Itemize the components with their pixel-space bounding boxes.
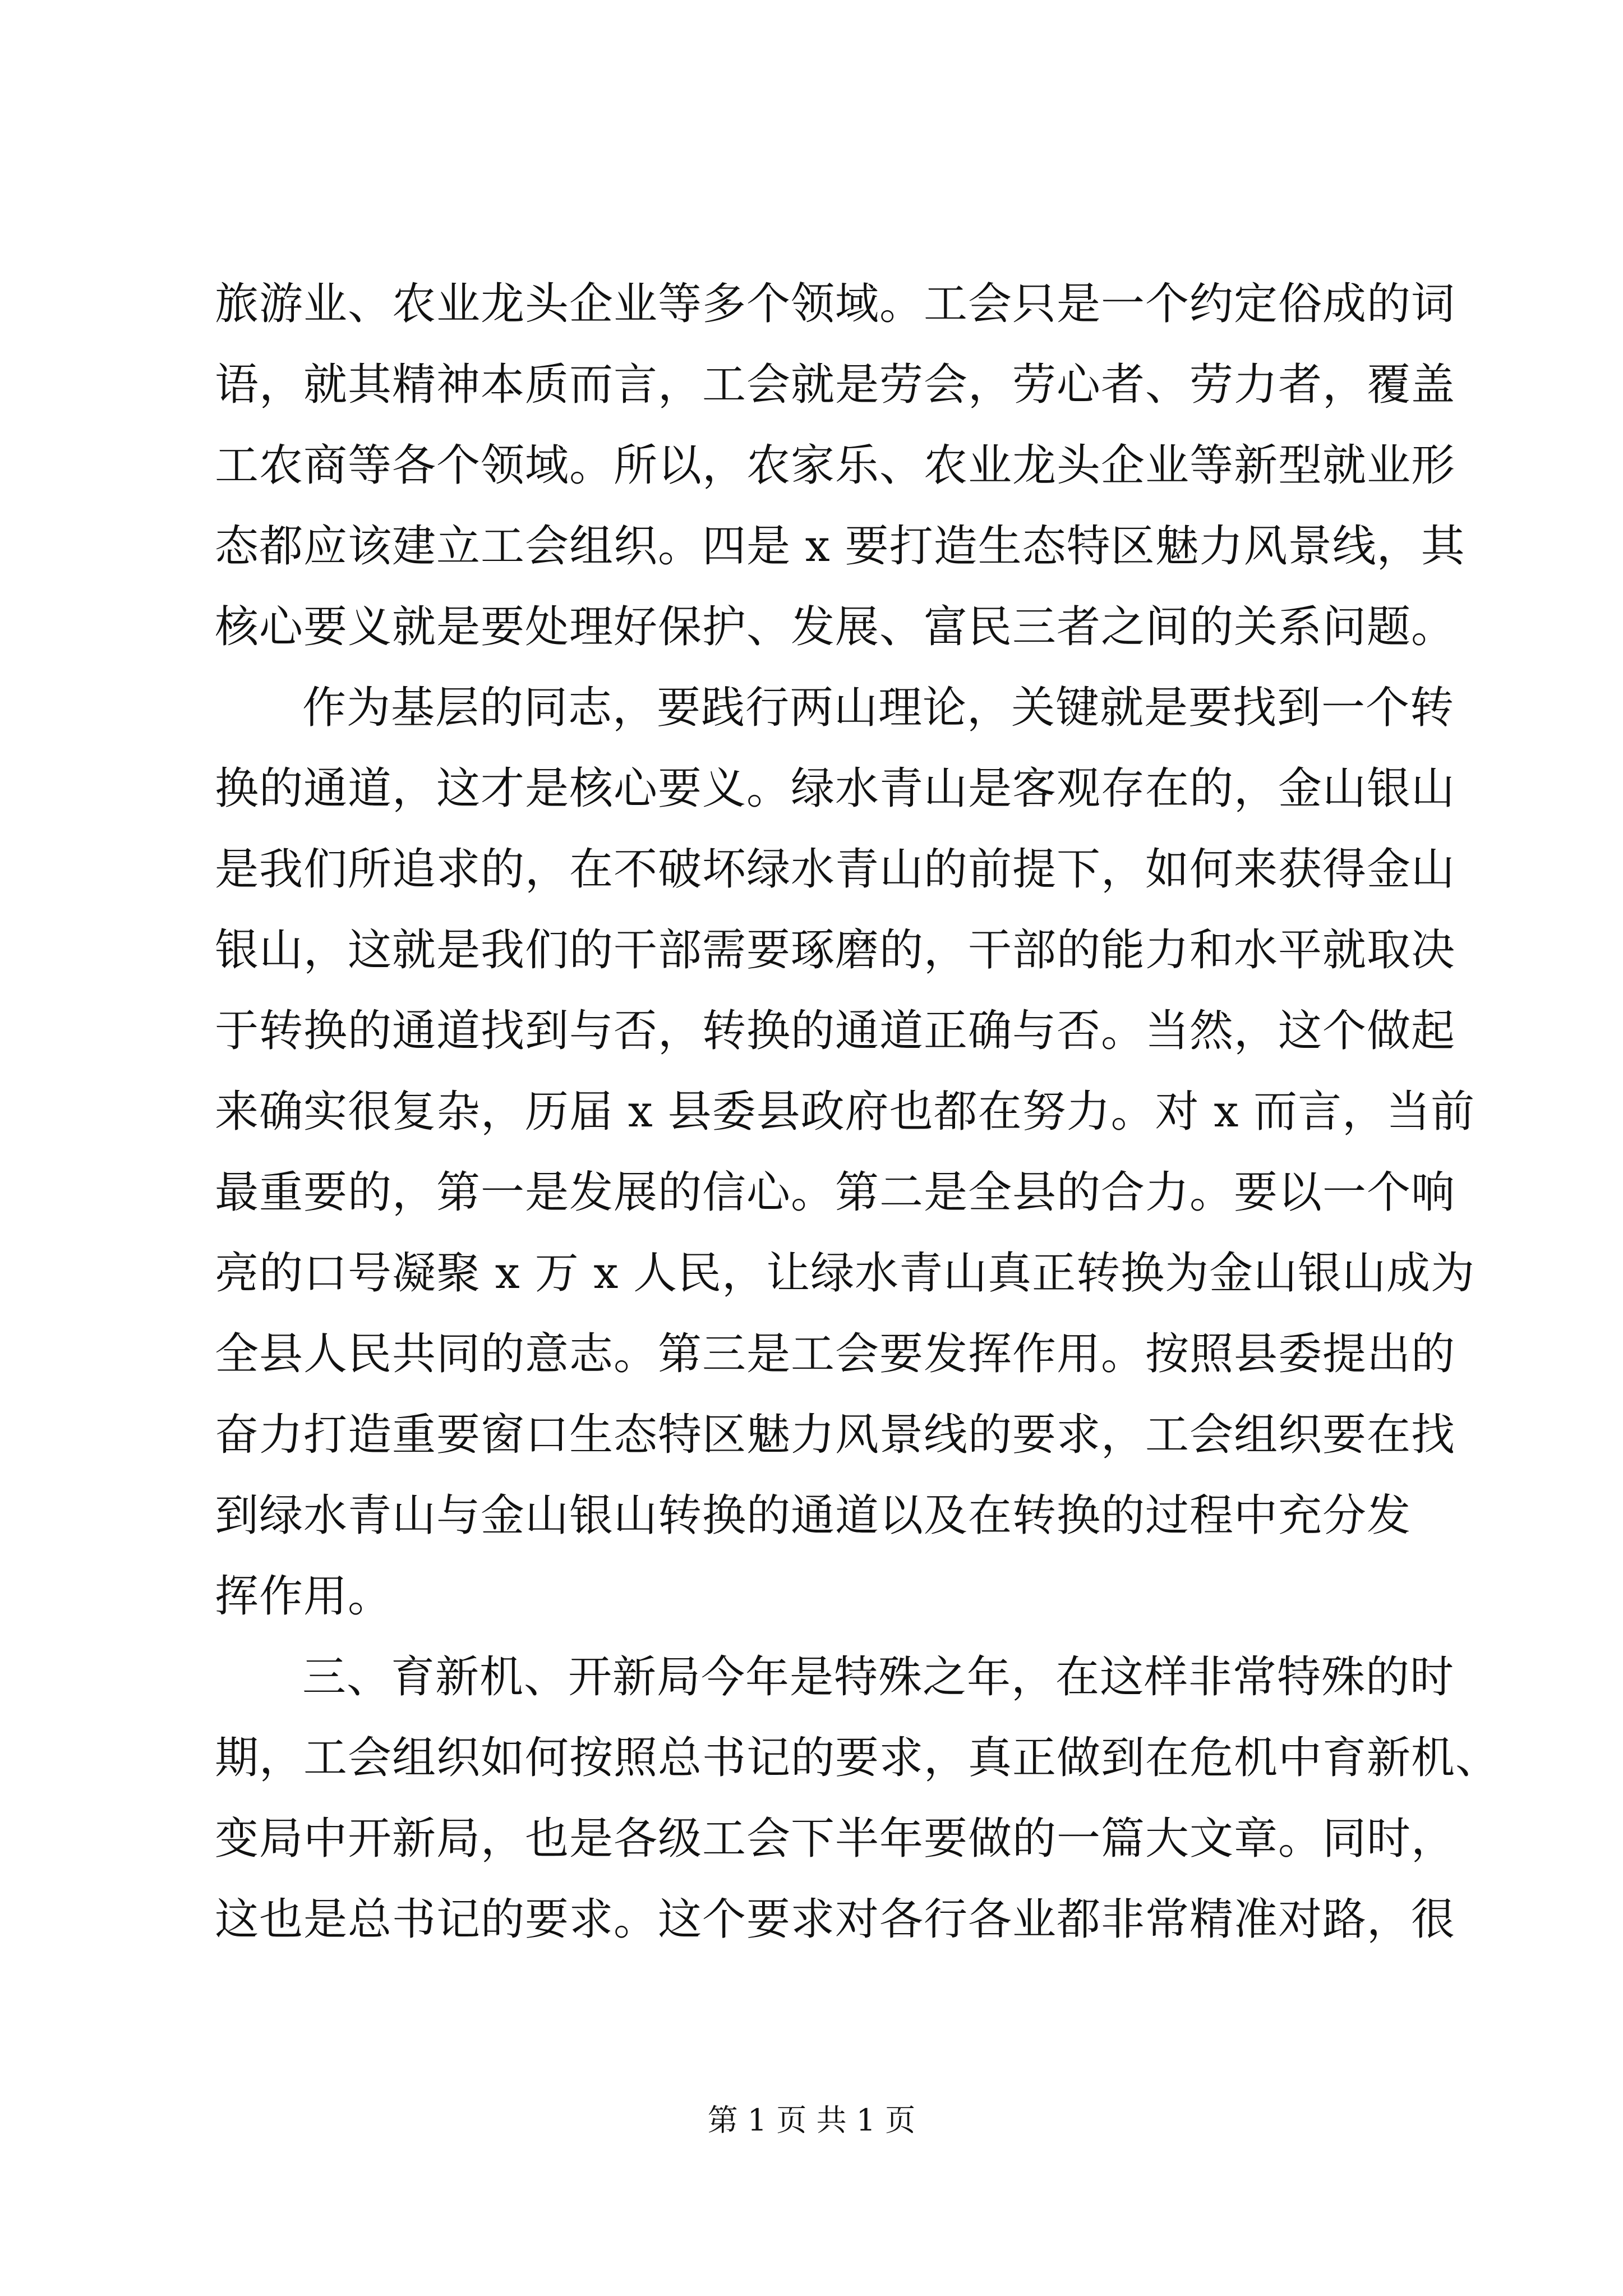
text-line: 三、育新机、开新局今年是特殊之年，在这样非常特殊的时 xyxy=(302,1652,1455,1703)
text-line: 挥作用。 xyxy=(215,1571,393,1622)
text-line: 作为基层的同志，要践行两山理论，关键就是要找到一个转 xyxy=(302,683,1455,733)
text-line: 于转换的通道找到与否，转换的通道正确与否。当然，这个做起 xyxy=(215,1006,1456,1056)
document-body xyxy=(215,264,1500,1960)
text-line: 语，就其精神本质而言，工会就是劳会，劳心者、劳力者，覆盖 xyxy=(215,360,1456,410)
text-line: 是我们所追求的，在不破坏绿水青山的前提下，如何来获得金山 xyxy=(215,844,1456,895)
text-line: 到绿水青山与金山银山转换的通道以及在转换的过程中充分发 xyxy=(215,1490,1412,1541)
page-footer: 第 1 页 共 1 页 xyxy=(707,2102,916,2138)
text-line: 核心要义就是要处理好保护、发展、富民三者之间的关系问题。 xyxy=(215,602,1456,652)
text-line: 这也是总书记的要求。这个要求对各行各业都非常精准对路，很 xyxy=(215,1894,1456,1945)
text-line: 亮的口号凝聚 x 万 x 人民，让绿水青山真正转换为金山银山成为 xyxy=(215,1248,1476,1299)
text-line: 最重要的，第一是发展的信心。第二是全县的合力。要以一个响 xyxy=(215,1167,1456,1218)
text-line: 银山，这就是我们的干部需要琢磨的，干部的能力和水平就取决 xyxy=(215,925,1456,976)
text-line: 变局中开新局，也是各级工会下半年要做的一篇大文章。同时， xyxy=(215,1814,1456,1864)
text-line: 换的通道，这才是核心要义。绿水青山是客观存在的，金山银山 xyxy=(215,763,1456,814)
text-line: 期，工会组织如何按照总书记的要求，真正做到在危机中育新机、 xyxy=(215,1733,1500,1783)
text-line: 奋力打造重要窗口生态特区魅力风景线的要求，工会组织要在找 xyxy=(215,1410,1456,1460)
text-line: 旅游业、农业龙头企业等多个领域。工会只是一个约定俗成的词 xyxy=(215,279,1456,329)
text-line: 来确实很复杂，历届 x 县委县政府也都在努力。对 x 而言，当前 xyxy=(215,1087,1476,1137)
text-line: 全县人民共同的意志。第三是工会要发挥作用。按照县委提出的 xyxy=(215,1329,1456,1379)
text-line: 工农商等各个领域。所以，农家乐、农业龙头企业等新型就业形 xyxy=(215,440,1456,491)
text-line: 态都应该建立工会组织。四是 x 要打造生态特区魅力风景线，其 xyxy=(215,521,1465,572)
